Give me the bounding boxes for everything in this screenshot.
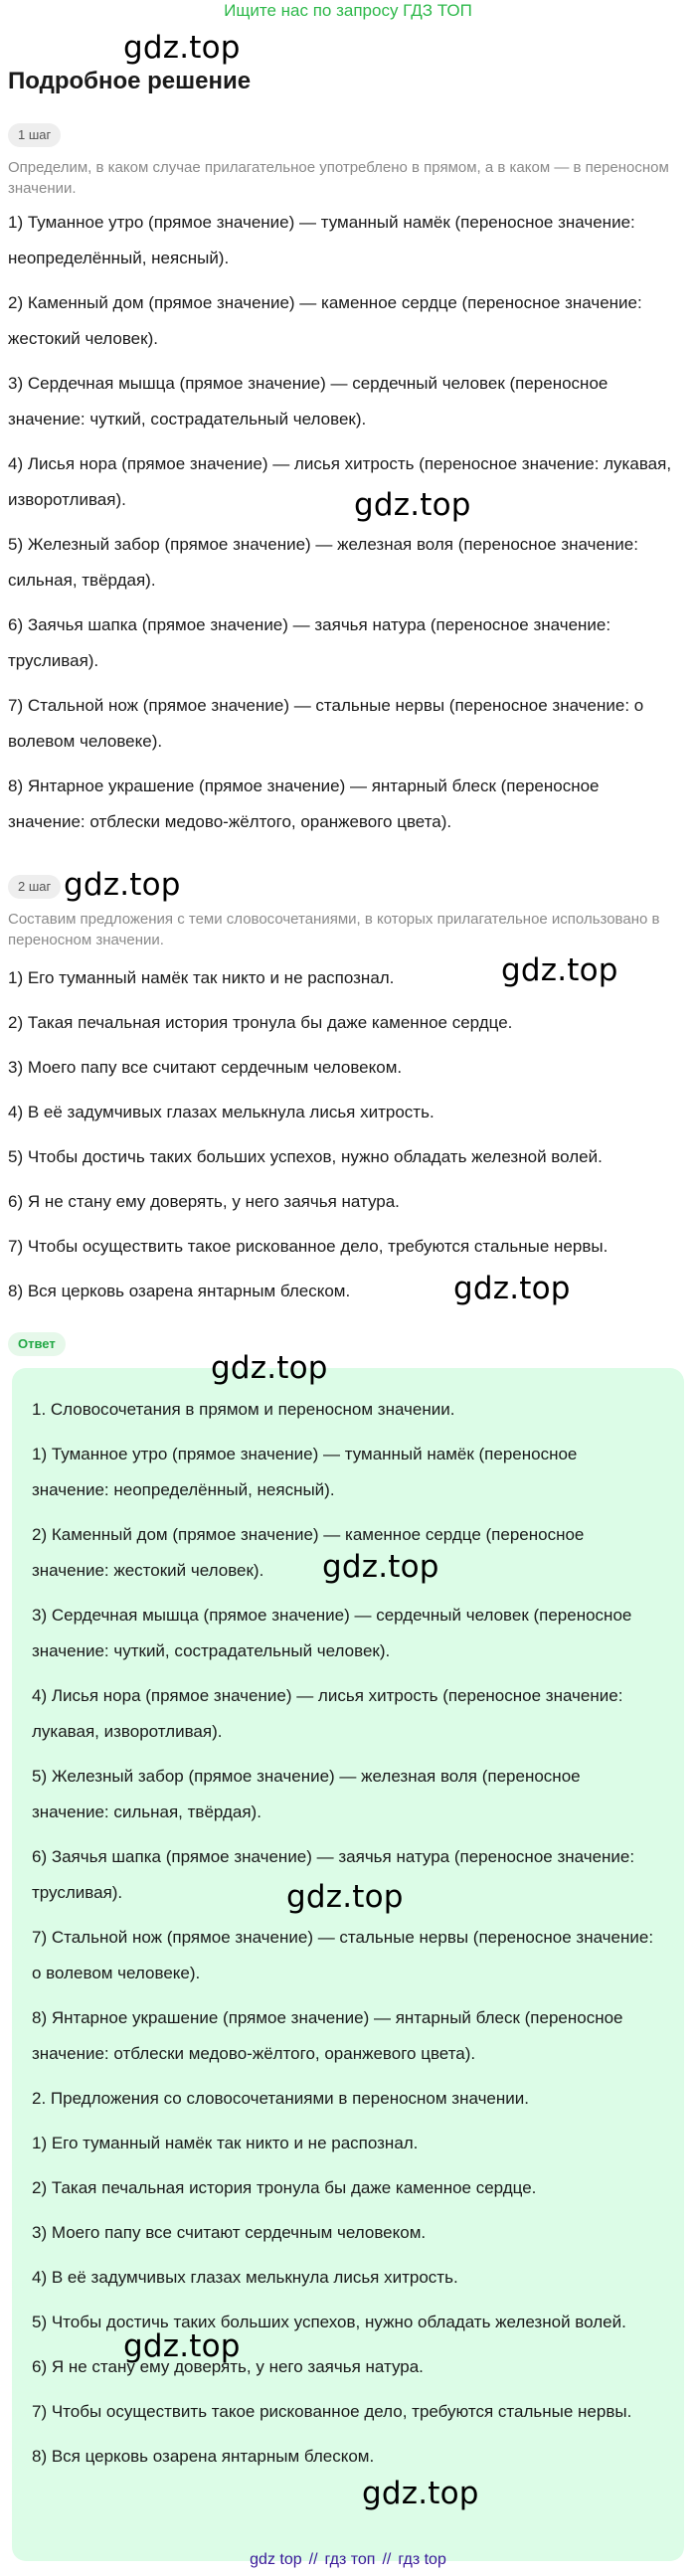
footer-link-gdz-top-mixed[interactable]: гдз top bbox=[398, 2551, 446, 2568]
list-item: 6) Заячья шапка (прямое значение) — заячья натура (переносное значение: трусливая). bbox=[32, 1847, 635, 1902]
list-item: 8) Вся церковь озарена янтарным блеском. bbox=[8, 1282, 351, 1300]
watermark: gdz.top bbox=[362, 2476, 479, 2511]
list-item: 3) Моего папу все считают сердечным человеком. bbox=[8, 1058, 403, 1077]
list-item: 8) Янтарное украшение (прямое значение) — янтарный блеск (переносное значение: отблески медово-жёлтого, оранжевого цвета). bbox=[32, 2008, 623, 2063]
search-banner: Ищите нас по запросу ГДЗ ТОП bbox=[224, 1, 472, 20]
watermark: gdz.top bbox=[354, 487, 471, 523]
answer-badge: Ответ bbox=[8, 1332, 66, 1356]
list-item: 8) Янтарное украшение (прямое значение) — янтарный блеск (переносное значение: отблески медово-жёлтого, оранжевого цвета). bbox=[8, 776, 600, 831]
list-item: 2. Предложения со словосочетаниями в переносном значении. bbox=[32, 2089, 529, 2108]
watermark: gdz.top bbox=[453, 1271, 571, 1306]
list-item: 2) Каменный дом (прямое значение) — каменное сердце (переносное значение: жестокий человек). bbox=[32, 1525, 585, 1580]
step-2-list bbox=[8, 966, 674, 1324]
list-item: 7) Стальной нож (прямое значение) — стальные нервы (переносное значение: о волевом человеке). bbox=[8, 696, 644, 751]
step-2-intro: Составим предложения с теми словосочетаниями, в которых прилагательное использовано в переносном значении. bbox=[8, 911, 660, 948]
list-item: 2) Такая печальная история тронула бы даже каменное сердце. bbox=[8, 1013, 513, 1032]
list-item: 4) В её задумчивых глазах мелькнула лисья хитрость. bbox=[8, 1103, 435, 1121]
watermark: gdz.top bbox=[322, 1549, 439, 1585]
list-item: 7) Чтобы осуществить такое рискованное дело, требуются стальные нервы. bbox=[8, 1237, 609, 1256]
list-item: 5) Чтобы достичь таких больших успехов, нужно обладать железной волей. bbox=[8, 1147, 603, 1166]
list-item: 1) Его туманный намёк так никто и не распознал. bbox=[8, 968, 395, 987]
list-item: 4) Лисья нора (прямое значение) — лисья хитрость (переносное значение: лукавая, изворотливая). bbox=[8, 454, 672, 509]
step-1-intro: Определим, в каком случае прилагательное употреблено в прямом, а в каком — в переносном значении. bbox=[8, 159, 669, 197]
footer-link-gdz-top-ru[interactable]: гдз топ bbox=[324, 2551, 376, 2568]
list-item: 5) Чтобы достичь таких больших успехов, нужно обладать железной волей. bbox=[32, 2313, 626, 2331]
watermark: gdz.top bbox=[501, 952, 618, 988]
list-item: 7) Чтобы осуществить такое рискованное дело, требуются стальные нервы. bbox=[32, 2402, 632, 2421]
list-item: 1) Туманное утро (прямое значение) — туманный намёк (переносное значение: неопределённый, неясный). bbox=[8, 213, 635, 267]
list-item: 8) Вся церковь озарена янтарным блеском. bbox=[32, 2447, 375, 2466]
list-item: 4) Лисья нора (прямое значение) — лисья хитрость (переносное значение: лукавая, изворотливая). bbox=[32, 1686, 623, 1741]
list-item: 1) Туманное утро (прямое значение) — туманный намёк (переносное значение: неопределённый, неясный). bbox=[32, 1445, 578, 1499]
step-1-list bbox=[8, 205, 674, 849]
list-item: 3) Моего папу все считают сердечным человеком. bbox=[32, 2223, 427, 2242]
list-item: 4) В её задумчивых глазах мелькнула лисья хитрость. bbox=[32, 2268, 458, 2287]
list-item: 3) Сердечная мышца (прямое значение) — сердечный человек (переносное значение: чуткий, сострадательный человек). bbox=[8, 374, 609, 429]
watermark: gdz.top bbox=[123, 30, 241, 66]
step-1-badge: 1 шаг bbox=[8, 123, 61, 147]
list-item: 1) Его туманный намёк так никто и не распознал. bbox=[32, 2134, 419, 2152]
list-item: 2) Каменный дом (прямое значение) — каменное сердце (переносное значение: жестокий человек). bbox=[8, 293, 642, 348]
page-title: Подробное решение bbox=[8, 68, 252, 94]
watermark: gdz.top bbox=[286, 1879, 404, 1915]
list-item: 5) Железный забор (прямое значение) — железная воля (переносное значение: сильная, твёрдая). bbox=[8, 535, 638, 590]
list-item: 3) Сердечная мышца (прямое значение) — сердечный человек (переносное значение: чуткий, сострадательный человек). bbox=[32, 1606, 632, 1660]
list-item: 1. Словосочетания в прямом и переносном значении. bbox=[32, 1400, 455, 1419]
footer-separator: // bbox=[308, 2551, 318, 2568]
list-item: 6) Заячья шапка (прямое значение) — заячья натура (переносное значение: трусливая). bbox=[8, 615, 611, 670]
watermark: gdz.top bbox=[211, 1350, 328, 1386]
list-item: 7) Стальной нож (прямое значение) — стальные нервы (переносное значение: о волевом человеке). bbox=[32, 1928, 654, 1982]
list-item: 5) Железный забор (прямое значение) — железная воля (переносное значение: сильная, твёрдая). bbox=[32, 1767, 581, 1821]
watermark: gdz.top bbox=[64, 867, 181, 903]
step-2-badge: 2 шаг bbox=[8, 875, 61, 899]
footer-link-gdz-top[interactable]: gdz top bbox=[250, 2551, 302, 2568]
list-item: 6) Я не стану ему доверять, у него заячья натура. bbox=[32, 2357, 424, 2376]
list-item: 2) Такая печальная история тронула бы даже каменное сердце. bbox=[32, 2178, 537, 2197]
list-item: 6) Я не стану ему доверять, у него заячья натура. bbox=[8, 1192, 400, 1211]
footer-separator: // bbox=[382, 2551, 392, 2568]
footer-links bbox=[0, 2551, 696, 2569]
watermark: gdz.top bbox=[123, 2328, 241, 2364]
